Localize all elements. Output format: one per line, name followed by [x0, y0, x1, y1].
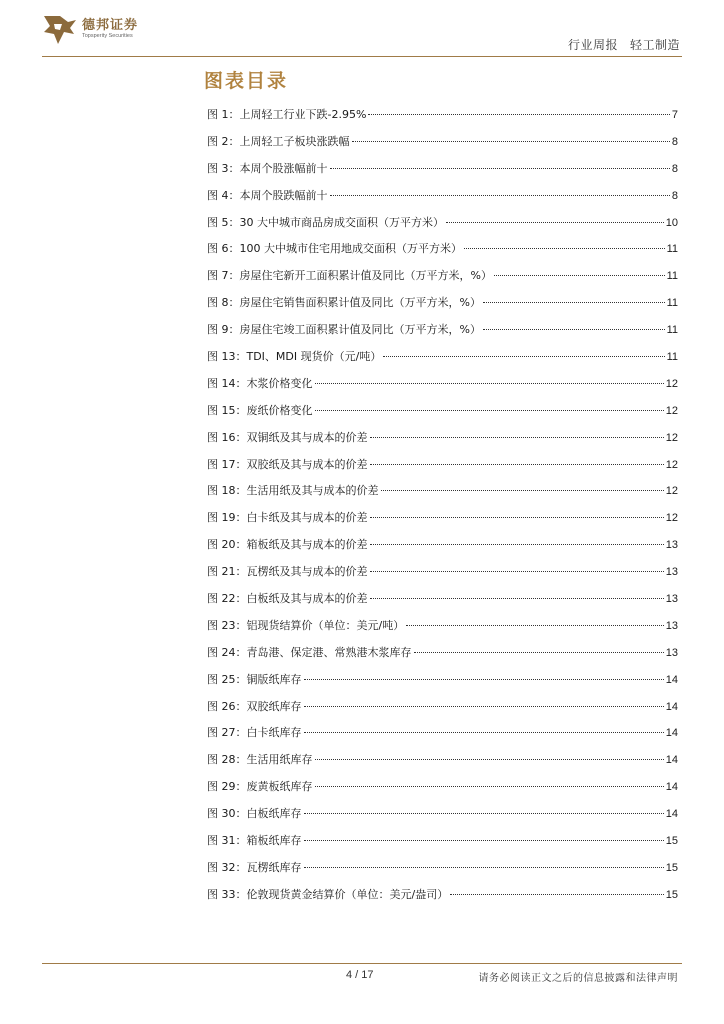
- toc-dot-leader: [368, 113, 669, 115]
- toc-dot-leader: [304, 678, 664, 680]
- toc-entry-label[interactable]: 图 21：瓦楞纸及其与成本的价差: [207, 565, 368, 579]
- toc-dot-leader: [330, 194, 670, 196]
- logo-company-name: 德邦证券: [82, 18, 139, 33]
- toc-dot-leader: [352, 140, 670, 142]
- toc-entry-page[interactable]: 14: [665, 781, 678, 794]
- toc-entry[interactable]: [207, 747, 678, 774]
- toc-entry-label[interactable]: 图 22：白板纸及其与成本的价差: [207, 592, 368, 606]
- toc-entry-page[interactable]: 13: [665, 593, 678, 606]
- toc-dot-leader: [315, 382, 664, 384]
- toc-dot-leader: [483, 301, 665, 303]
- toc-dot-leader: [315, 758, 664, 760]
- industry-name: 轻工制造: [629, 38, 680, 52]
- toc-dot-leader: [483, 328, 665, 330]
- toc-entry-page[interactable]: 11: [666, 297, 678, 310]
- toc-entry-page[interactable]: 15: [665, 835, 678, 848]
- page-number: 4 / 17: [346, 969, 374, 981]
- toc-entry-page[interactable]: 14: [665, 808, 678, 821]
- toc-entry-page[interactable]: 11: [666, 351, 678, 364]
- toc-entry-page[interactable]: 12: [665, 431, 678, 444]
- legal-disclaimer: 请务必阅读正文之后的信息披露和法律声明: [478, 973, 678, 984]
- toc-dot-leader: [370, 436, 664, 438]
- toc-entry[interactable]: [207, 290, 678, 317]
- toc-dot-leader: [450, 893, 664, 895]
- toc-entry-label[interactable]: 图 31：箱板纸库存: [207, 834, 302, 848]
- toc-entry-label[interactable]: 图 5：30 大中城市商品房成交面积（万平方米）: [207, 215, 444, 229]
- toc-entry[interactable]: [207, 667, 678, 694]
- toc-entry-label[interactable]: 图 4：本周个股跌幅前十: [207, 188, 328, 202]
- toc-entry[interactable]: [207, 398, 678, 425]
- toc-dot-leader: [383, 355, 664, 357]
- toc-entry[interactable]: [207, 317, 678, 344]
- toc-entry-label[interactable]: 图 9：房屋住宅竣工面积累计值及同比（万平方米，%）: [207, 323, 481, 337]
- toc-entry-label[interactable]: 图 1：上周轻工行业下跌-2.95%: [207, 108, 367, 121]
- toc-entry-page[interactable]: 12: [665, 458, 678, 471]
- toc-entry-label[interactable]: 图 26：双胶纸库存: [207, 699, 302, 713]
- toc-entry-label[interactable]: 图 30：白板纸库存: [207, 807, 302, 821]
- toc-entry-page[interactable]: 13: [665, 566, 678, 579]
- toc-entry[interactable]: [207, 263, 678, 290]
- toc-entry-label[interactable]: 图 16：双铜纸及其与成本的价差: [207, 430, 368, 444]
- toc-entry-label[interactable]: 图 23：铝现货结算价（单位：美元/吨）: [207, 618, 405, 632]
- toc-entry-label[interactable]: 图 6：100 大中城市住宅用地成交面积（万平方米）: [207, 242, 462, 256]
- toc-entry-label[interactable]: 图 17：双胶纸及其与成本的价差: [207, 457, 368, 471]
- toc-dot-leader: [446, 221, 664, 223]
- toc-entry-label[interactable]: 图 14：木浆价格变化: [207, 376, 313, 390]
- toc-entry-page[interactable]: 8: [671, 189, 678, 202]
- toc-entry-page[interactable]: 12: [665, 404, 678, 417]
- toc-entry[interactable]: [207, 532, 678, 559]
- toc-entry-page[interactable]: 13: [665, 619, 678, 632]
- toc-dot-leader: [330, 167, 670, 169]
- toc-entry-page[interactable]: 15: [665, 861, 678, 874]
- toc-dot-leader: [304, 731, 664, 733]
- toc-entry-label[interactable]: 图 25：铜版纸库存: [207, 672, 302, 686]
- toc-title: 图表目录: [204, 70, 289, 92]
- toc-dot-leader: [304, 839, 664, 841]
- toc-entry-label[interactable]: 图 33：伦敦现货黄金结算价（单位：美元/盎司）: [207, 887, 449, 901]
- toc-entry-label[interactable]: 图 2：上周轻工子板块涨跌幅: [207, 134, 350, 148]
- toc-dot-leader: [370, 516, 664, 518]
- toc-dot-leader: [315, 409, 664, 411]
- toc-entry-label[interactable]: 图 24：青岛港、保定港、常熟港木浆库存: [207, 645, 412, 659]
- toc-entry[interactable]: [207, 882, 678, 909]
- toc-entry[interactable]: [207, 505, 678, 532]
- toc-dot-leader: [304, 812, 664, 814]
- toc-dot-leader: [304, 705, 664, 707]
- toc-entry[interactable]: [207, 183, 678, 210]
- toc-dot-leader: [370, 543, 664, 545]
- toc-entry[interactable]: [207, 210, 678, 237]
- toc-entry[interactable]: [207, 478, 678, 505]
- toc-entry-label[interactable]: 图 28：生活用纸库存: [207, 753, 313, 767]
- toc-dot-leader: [406, 624, 664, 626]
- toc-dot-leader: [370, 570, 664, 572]
- toc-entry[interactable]: [207, 236, 678, 263]
- toc-entry-page[interactable]: 11: [666, 270, 678, 283]
- toc-entry[interactable]: [207, 828, 678, 855]
- toc-entry-page[interactable]: 8: [671, 162, 678, 175]
- page-header: [0, 0, 724, 64]
- dragon-logo-icon: [40, 12, 78, 46]
- toc-entry[interactable]: [207, 102, 678, 129]
- toc-entry[interactable]: [207, 855, 678, 882]
- toc-entry[interactable]: [207, 156, 678, 183]
- toc-entry-label[interactable]: 图 7：房屋住宅新开工面积累计值及同比（万平方米，%）: [207, 269, 492, 283]
- toc-dot-leader: [494, 274, 665, 276]
- toc-entry-label[interactable]: 图 3：本周个股涨幅前十: [207, 161, 328, 175]
- toc-entry[interactable]: [207, 559, 678, 586]
- toc-dot-leader: [464, 247, 665, 249]
- toc-entry[interactable]: [207, 640, 678, 667]
- toc-entry-page[interactable]: 11: [666, 243, 678, 256]
- toc-dot-leader: [370, 463, 664, 465]
- toc-entry[interactable]: [207, 452, 678, 479]
- toc-entry-page[interactable]: 14: [665, 700, 678, 713]
- toc-entry-page[interactable]: 14: [665, 754, 678, 767]
- toc-entry[interactable]: [207, 129, 678, 156]
- toc-entry-label[interactable]: 图 8：房屋住宅销售面积累计值及同比（万平方米，%）: [207, 296, 481, 310]
- toc-entry-label[interactable]: 图 18：生活用纸及其与成本的价差: [207, 484, 379, 498]
- toc-entry-label[interactable]: 图 15：废纸价格变化: [207, 403, 313, 417]
- toc-entry-page[interactable]: 12: [665, 485, 678, 498]
- toc-entry-page[interactable]: 14: [665, 673, 678, 686]
- toc-entry-page[interactable]: 14: [665, 727, 678, 740]
- toc-entry[interactable]: [207, 801, 678, 828]
- toc-entry-label[interactable]: 图 32：瓦楞纸库存: [207, 860, 302, 874]
- toc-dot-leader: [315, 785, 664, 787]
- toc-dot-leader: [304, 866, 664, 868]
- toc-entry-page[interactable]: 15: [665, 888, 678, 901]
- footer-divider: [42, 963, 682, 964]
- toc-dot-leader: [414, 651, 664, 653]
- toc-dot-leader: [370, 597, 664, 599]
- logo-company-english: Topsperity Securities: [82, 33, 133, 39]
- toc-entry-page[interactable]: 10: [665, 216, 678, 229]
- toc-entry-label[interactable]: 图 19：白卡纸及其与成本的价差: [207, 511, 368, 525]
- toc-entry-page[interactable]: 12: [665, 512, 678, 525]
- toc-entry-page[interactable]: 11: [666, 324, 678, 337]
- toc-entry-label[interactable]: 图 29：废黄板纸库存: [207, 780, 313, 794]
- toc-entry[interactable]: [207, 371, 678, 398]
- toc-entry[interactable]: [207, 720, 678, 747]
- company-logo: [40, 12, 190, 52]
- toc-entry-label[interactable]: 图 13：TDI、MDI 现货价（元/吨）: [207, 350, 382, 364]
- report-type: 行业周报: [567, 38, 618, 52]
- toc-entry[interactable]: [207, 425, 678, 452]
- toc-entry[interactable]: [207, 774, 678, 801]
- figure-table-of-contents: [207, 102, 678, 909]
- toc-entry-page[interactable]: 13: [665, 539, 678, 552]
- toc-entry[interactable]: [207, 694, 678, 721]
- toc-entry[interactable]: [207, 586, 678, 613]
- toc-entry-label[interactable]: 图 20：箱板纸及其与成本的价差: [207, 538, 368, 552]
- toc-entry[interactable]: [207, 344, 678, 371]
- toc-dot-leader: [381, 489, 664, 491]
- toc-entry-page[interactable]: 12: [665, 377, 678, 390]
- toc-entry-page[interactable]: 8: [671, 135, 678, 148]
- toc-entry-page[interactable]: 7: [671, 109, 678, 121]
- toc-entry[interactable]: [207, 613, 678, 640]
- toc-entry-label[interactable]: 图 27：白卡纸库存: [207, 726, 302, 740]
- header-report-info: [568, 36, 680, 53]
- toc-entry-page[interactable]: 13: [665, 646, 678, 659]
- header-divider: [42, 56, 682, 57]
